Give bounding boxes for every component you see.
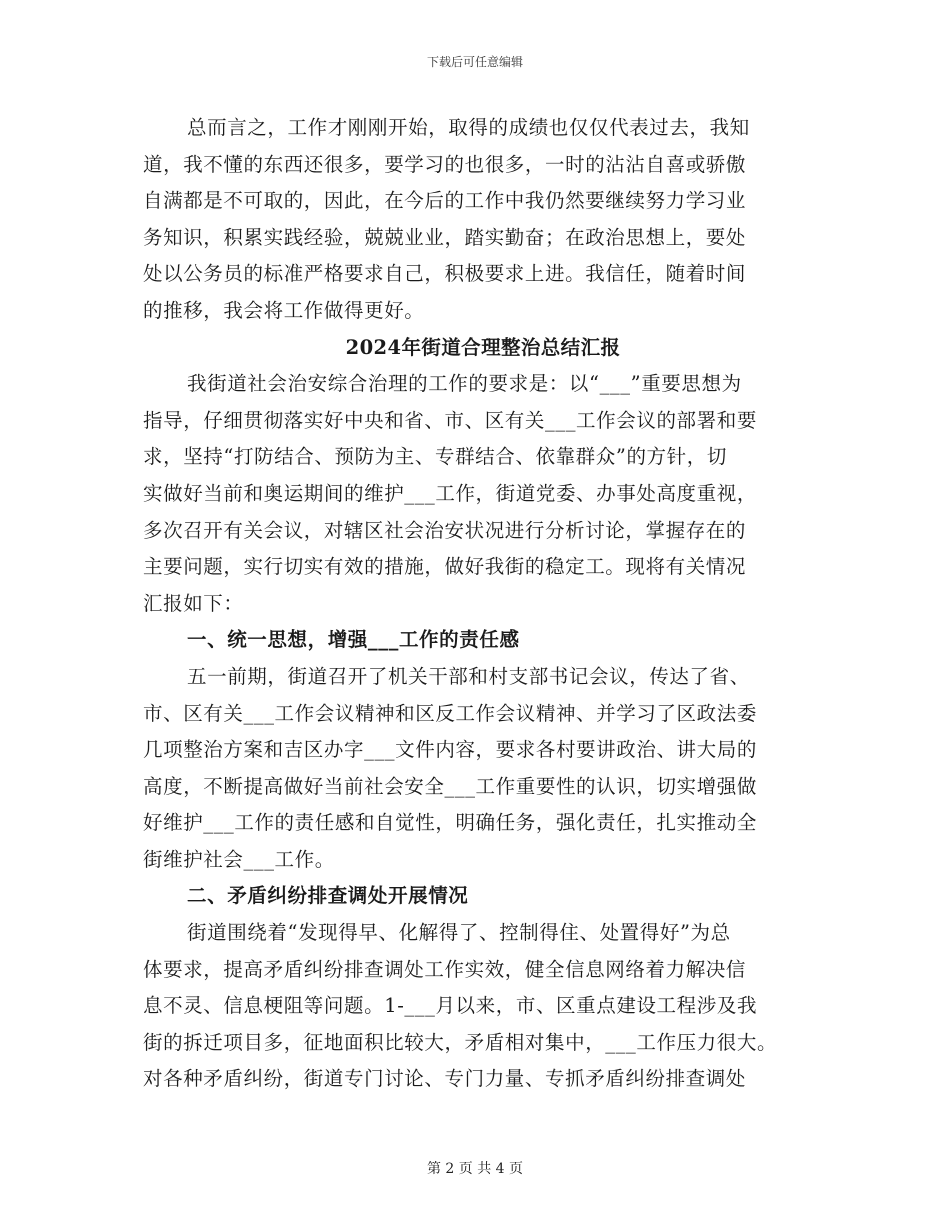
paragraph-line: 指导，仔细贯彻落实好中央和省、市、区有关___工作会议的部署和要: [143, 408, 757, 432]
paragraph-line: 街维护社会___工作。: [143, 847, 335, 871]
paragraph-line: 汇报如下：: [143, 591, 244, 615]
paragraph-line: 实做好当前和奥运期间的维护___工作，街道党委、办事处高度重视，: [143, 481, 757, 505]
paragraph-line: 的推移，我会将工作做得更好。: [143, 298, 425, 322]
paragraph-line: 多次召开有关会议，对辖区社会治安状况进行分析讨论，掌握存在的: [143, 518, 747, 542]
paragraph-line: 对各种矛盾纠纷，街道专门讨论、专门力量、专抓矛盾纠纷排查调处: [143, 1067, 747, 1091]
section-heading-1: 一、统一思想，增强___工作的责任感: [187, 628, 520, 652]
section-heading-2: 二、矛盾纠纷排查调处开展情况: [187, 884, 469, 908]
document-body: [143, 110, 823, 1098]
paragraph-line: 体要求，提高矛盾纠纷排查调处工作实效，健全信息网络着力解决信: [143, 957, 747, 981]
paragraph-line: 主要问题，实行切实有效的措施，做好我街的稳定工。现将有关情况: [143, 555, 747, 579]
paragraph-line: 几项整治方案和吉区办字___文件内容，要求各村要讲政治、讲大局的: [143, 738, 757, 762]
document-title: 2024年街道合理整治总结汇报: [345, 335, 621, 359]
paragraph-line: 息不灵、信息梗阻等问题。1-___月以来，市、区重点建设工程涉及我: [143, 994, 758, 1018]
paragraph-line: 高度，不断提高做好当前社会安全___工作重要性的认识，切实增强做: [143, 774, 757, 798]
page-header: 下载后可任意编辑: [426, 55, 523, 69]
paragraph-line: 求，坚持“打防结合、预防为主、专群结合、依靠群众”的方针，切: [143, 445, 727, 469]
page-footer: 第 2 页 共 4 页: [426, 1161, 524, 1177]
paragraph-line: 总而言之，工作才刚刚开始，取得的成绩也仅仅代表过去，我知: [187, 116, 750, 139]
paragraph-line: 务知识，积累实践经验，兢兢业业，踏实勤奋；在政治思想上，要处: [143, 225, 747, 249]
paragraph-line: 街道围绕着“发现得早、化解得了、控制得住、处置得好”为总: [187, 921, 731, 945]
paragraph-line: 好维护___工作的责任感和自觉性，明确任务，强化责任，扎实推动全: [143, 811, 757, 835]
paragraph-line: 处以公务员的标准严格要求自己，积极要求上进。我信任，随着时间: [143, 262, 747, 286]
paragraph-line: 道，我不懂的东西还很多，要学习的也很多，一时的沾沾自喜或骄傲: [143, 152, 747, 176]
paragraph-line: 我街道社会治安综合治理的工作的要求是：以“___”重要思想为: [187, 372, 742, 396]
paragraph-line: 五一前期，街道召开了机关干部和村支部书记会议，传达了省、: [187, 664, 750, 688]
paragraph-line: 市、区有关___工作会议精神和区反工作会议精神、并学习了区政法委: [143, 701, 757, 725]
paragraph-line: 街的拆迁项目多，征地面积比较大，矛盾相对集中，___工作压力很大。: [143, 1030, 778, 1054]
paragraph-line: 自满都是不可取的，因此，在今后的工作中我仍然要继续努力学习业: [143, 189, 747, 213]
